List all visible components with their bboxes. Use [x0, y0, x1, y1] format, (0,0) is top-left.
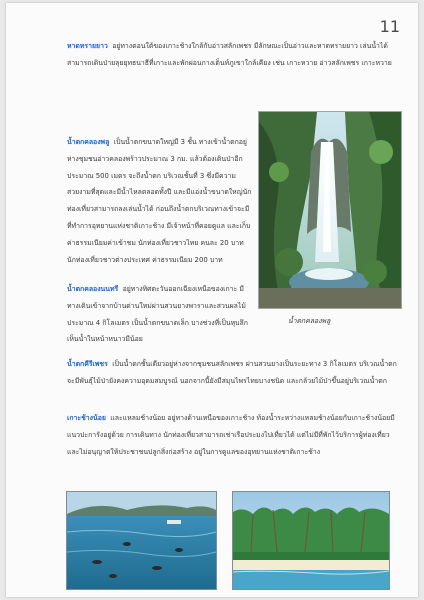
section-ko-chang-noi [67, 410, 403, 460]
section-body: และแหลมช้างน้อย อยู่ทางด้านเหนือของเกาะช้าง ท้องน้ำระหว่างแหลมช้างน้อยกับเกาะช้างน้อยมีแนวปะการังอยู่ด้วย การเดินทาง นักท่องเที่ยวสามารถเช่าเรือประมงไปเที่ยวได้ แต่ไม่มีที่พักไว้บริการผู้ท่องเที่ยว และไม่อนุญาตให้ประชาชนปลูกสิ่งก่อสร้าง อยู่ในการดูแลของอุทยานแห่งชาติเกาะช้าง [67, 414, 395, 456]
section-heading: หาดทรายยาว [67, 42, 108, 50]
section-hat-sai-yao [67, 38, 403, 72]
section-nam-tok-khlong-phlu [67, 134, 253, 268]
document-page [6, 3, 418, 597]
section-nam-tok-khlong-nonsi [67, 281, 253, 348]
section-heading: น้ำตกคลองพลู [67, 138, 110, 146]
section-body: เป็นน้ำตกขนาดใหญ่มี 3 ชั้น ทางเข้าน้ำตกอยู่ห่างชุมชนอ่าวคลองพร้าวประมาณ 3 กม. แล้วต้องเดินป่าอีกประมาณ 500 เมตร จะถึงน้ำตก บริเวณชั้นที่ 3 ซึ่งมีความสวยงามที่สุดและมีน้ำไหลตลอดทั้งปี และมีแอ่งน้ำขนาดใหญ่นักท่องเที่ยวสามารถลงเล่นน้ำได้ ก่อนถึงน้ำตกบริเวณทางเข้าจะมีที่ทำการอุทยานแห่งชาติเกาะช้าง มีเจ้าหน้าที่คอยดูแล และเก็บค่าธรรมเนียมค่าเข้าชม นักท่องเที่ยวชาวไทย คนละ 20 บาท นักท่องเที่ยวชาวต่างประเทศ ค่าธรรมเนียม 200 บาท [67, 138, 252, 264]
khlong-phlu-photo-caption: น้ำตกคลองพลู [288, 317, 331, 325]
section-nam-tok-khiri-phet [67, 356, 403, 390]
section-heading: น้ำตกคีรีเพชร [67, 360, 108, 368]
khlong-phlu-waterfall-photo [258, 111, 402, 309]
page-number: 11 [379, 17, 400, 36]
section-body: อยู่ทางทิศตะวันออกเฉียงเหนือของเกาะ มีทางเดินเข้าจากบ้านด่านใหม่ผ่านสวนยางพาราและสวนผลไม้ ประมาณ 4 กิโลเมตร เป็นน้ำตกขนาดเล็ก บางช่วงที่เป็นหุบลึกเห็นน้ำในหน้าหนาวมีน้อย [67, 285, 248, 344]
palm-beach-photo [232, 491, 390, 590]
snorkeling-bay-photo [66, 491, 217, 590]
section-heading: น้ำตกคลองนนทรี [67, 285, 119, 293]
section-heading: เกาะช้างน้อย [67, 414, 106, 422]
section-body: อยู่ทางตอนใต้ของเกาะช้างใกล้กับอ่าวสลักเพชร มีลักษณะเป็นอ่าวและหาดทรายยาว เล่นน้ำได้สามารถเดินป่ายลุยยุทธนาธีที่เกาะและพักผ่อนกางเต็นท์ภูเขาใกล้เคียง เช่น เกาะหวาย อ่าวสลักเพชร เกาะหวาย [67, 42, 392, 67]
section-body: เป็นน้ำตกชั้นเดียวอยู่ห่างจากชุมชนสลักเพชร ผ่านสวนยางเป็นระยะทาง 3 กิโลเมตร บริเวณน้ำตกจะมีพันธุ์ไม้ป่ายังคงความอุดมสมบูรณ์ นอกจากนี้ยังมีสมุนไพรไทยบางชนิด และกล้วยไม้ป่าขึ้นอยู่บริเวณน้ำตก [67, 360, 397, 385]
